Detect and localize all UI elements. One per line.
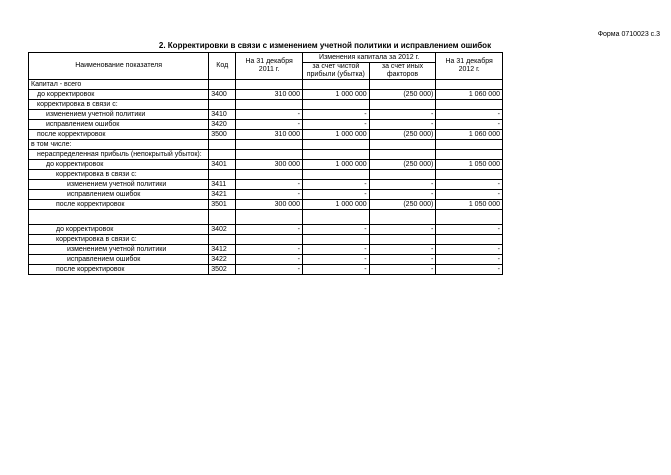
row-code: 3502 xyxy=(209,265,236,275)
row-value: - xyxy=(436,110,503,120)
row-value: 1 050 000 xyxy=(436,160,503,170)
row-value xyxy=(369,80,436,90)
row-label: после корректировок xyxy=(29,265,209,275)
row-value: 300 000 xyxy=(236,160,303,170)
row-code: 3401 xyxy=(209,160,236,170)
row-code: 3421 xyxy=(209,190,236,200)
header-2011: На 31 декабря 2011 г. xyxy=(236,53,303,80)
row-value: - xyxy=(436,180,503,190)
row-value: - xyxy=(302,265,369,275)
row-label: Капитал - всего xyxy=(29,80,209,90)
row-value xyxy=(302,100,369,110)
row-value: (250 000) xyxy=(369,200,436,210)
row-value xyxy=(302,150,369,160)
row-value: - xyxy=(236,110,303,120)
row-value: - xyxy=(436,120,503,130)
row-value xyxy=(436,235,503,245)
row-code xyxy=(209,100,236,110)
table-row xyxy=(29,140,503,150)
row-value xyxy=(236,235,303,245)
row-label: нераспределенная прибыль (непокрытый убыток): xyxy=(29,150,209,160)
row-value: - xyxy=(369,265,436,275)
row-value: - xyxy=(302,120,369,130)
row-code: 3500 xyxy=(209,130,236,140)
row-value xyxy=(369,150,436,160)
row-value: - xyxy=(436,265,503,275)
row-value: - xyxy=(302,110,369,120)
row-code xyxy=(209,235,236,245)
row-value: (250 000) xyxy=(369,130,436,140)
table-row xyxy=(29,170,503,180)
table-row xyxy=(29,110,503,120)
row-value xyxy=(236,150,303,160)
row-label: исправлением ошибок xyxy=(29,120,209,130)
row-label: исправлением ошибок xyxy=(29,255,209,265)
row-value: - xyxy=(236,120,303,130)
row-value: - xyxy=(236,180,303,190)
row-label: корректировка в связи с: xyxy=(29,170,209,180)
row-value xyxy=(369,100,436,110)
form-code: Форма 0710023 с.3 xyxy=(597,31,660,38)
row-code xyxy=(209,140,236,150)
row-value xyxy=(302,210,369,225)
row-value xyxy=(302,80,369,90)
table-row xyxy=(29,90,503,100)
row-value: - xyxy=(236,245,303,255)
row-value xyxy=(436,100,503,110)
row-code: 3402 xyxy=(209,225,236,235)
row-value: 1 000 000 xyxy=(302,200,369,210)
row-code: 3422 xyxy=(209,255,236,265)
table-row xyxy=(29,130,503,140)
row-value: - xyxy=(369,225,436,235)
row-label xyxy=(29,210,209,225)
table-row xyxy=(29,160,503,170)
row-value: 1 000 000 xyxy=(302,90,369,100)
row-value xyxy=(436,140,503,150)
row-value xyxy=(436,210,503,225)
row-value xyxy=(369,235,436,245)
row-value: - xyxy=(302,225,369,235)
row-label: изменением учетной политики xyxy=(29,180,209,190)
row-value xyxy=(436,150,503,160)
row-value xyxy=(369,170,436,180)
row-code: 3420 xyxy=(209,120,236,130)
row-value: - xyxy=(369,180,436,190)
row-value: - xyxy=(302,245,369,255)
row-value: 1 050 000 xyxy=(436,200,503,210)
row-value: - xyxy=(236,255,303,265)
header-net-profit: за счет чистой прибыли (убытка) xyxy=(302,63,369,80)
row-value: 1 060 000 xyxy=(436,90,503,100)
table-row xyxy=(29,190,503,200)
row-value: - xyxy=(369,190,436,200)
table-row xyxy=(29,120,503,130)
table-row xyxy=(29,150,503,160)
header-2012: На 31 декабря 2012 г. xyxy=(436,53,503,80)
row-code: 3411 xyxy=(209,180,236,190)
row-value: 1 000 000 xyxy=(302,160,369,170)
row-label: до корректировок xyxy=(29,90,209,100)
row-label: изменением учетной политики xyxy=(29,110,209,120)
row-code: 3412 xyxy=(209,245,236,255)
table-row xyxy=(29,200,503,210)
row-value: - xyxy=(436,225,503,235)
row-label: в том числе: xyxy=(29,140,209,150)
table-row xyxy=(29,100,503,110)
row-value xyxy=(236,80,303,90)
row-value xyxy=(436,170,503,180)
row-value xyxy=(302,140,369,150)
header-code: Код xyxy=(209,53,236,80)
table-row xyxy=(29,225,503,235)
table-row xyxy=(29,80,503,90)
row-label: исправлением ошибок xyxy=(29,190,209,200)
row-value: - xyxy=(436,255,503,265)
row-code: 3400 xyxy=(209,90,236,100)
row-label: после корректировок xyxy=(29,200,209,210)
section-title: 2. Корректировки в связи с изменением учетной политики и исправлением ошибок xyxy=(158,41,492,50)
row-code xyxy=(209,150,236,160)
row-value: 1 060 000 xyxy=(436,130,503,140)
table-row xyxy=(29,235,503,245)
row-code xyxy=(209,80,236,90)
table-row xyxy=(29,180,503,190)
row-value xyxy=(436,80,503,90)
row-value: - xyxy=(302,180,369,190)
row-code xyxy=(209,210,236,225)
row-code: 3410 xyxy=(209,110,236,120)
table-row xyxy=(29,265,503,275)
row-value xyxy=(236,140,303,150)
corrections-table xyxy=(28,52,503,275)
table-row xyxy=(29,245,503,255)
row-value: - xyxy=(302,255,369,265)
row-code: 3501 xyxy=(209,200,236,210)
row-value: 300 000 xyxy=(236,200,303,210)
row-value: - xyxy=(436,245,503,255)
row-value: - xyxy=(436,190,503,200)
row-label: изменением учетной политики xyxy=(29,245,209,255)
row-value xyxy=(302,235,369,245)
table-row xyxy=(29,255,503,265)
row-label: после корректировок xyxy=(29,130,209,140)
header-other-factors: за счет иных факторов xyxy=(369,63,436,80)
row-value xyxy=(302,170,369,180)
row-value: - xyxy=(302,190,369,200)
row-label: корректировка в связи с: xyxy=(29,235,209,245)
row-label: до корректировок xyxy=(29,160,209,170)
row-value: - xyxy=(369,110,436,120)
row-value: - xyxy=(236,265,303,275)
row-value: - xyxy=(236,225,303,235)
row-label: корректировка в связи с: xyxy=(29,100,209,110)
row-value: - xyxy=(369,120,436,130)
row-value xyxy=(236,210,303,225)
row-label: до корректировок xyxy=(29,225,209,235)
row-value: 310 000 xyxy=(236,130,303,140)
header-name: Наименование показателя xyxy=(29,53,209,80)
row-value xyxy=(236,170,303,180)
row-value: - xyxy=(369,245,436,255)
row-value: 310 000 xyxy=(236,90,303,100)
header-changes-2012: Изменения капитала за 2012 г. xyxy=(302,53,435,63)
row-value: 1 000 000 xyxy=(302,130,369,140)
row-code xyxy=(209,170,236,180)
table-row xyxy=(29,210,503,225)
row-value: (250 000) xyxy=(369,160,436,170)
row-value: - xyxy=(369,255,436,265)
row-value: (250 000) xyxy=(369,90,436,100)
row-value xyxy=(236,100,303,110)
row-value xyxy=(369,140,436,150)
row-value: - xyxy=(236,190,303,200)
row-value xyxy=(369,210,436,225)
